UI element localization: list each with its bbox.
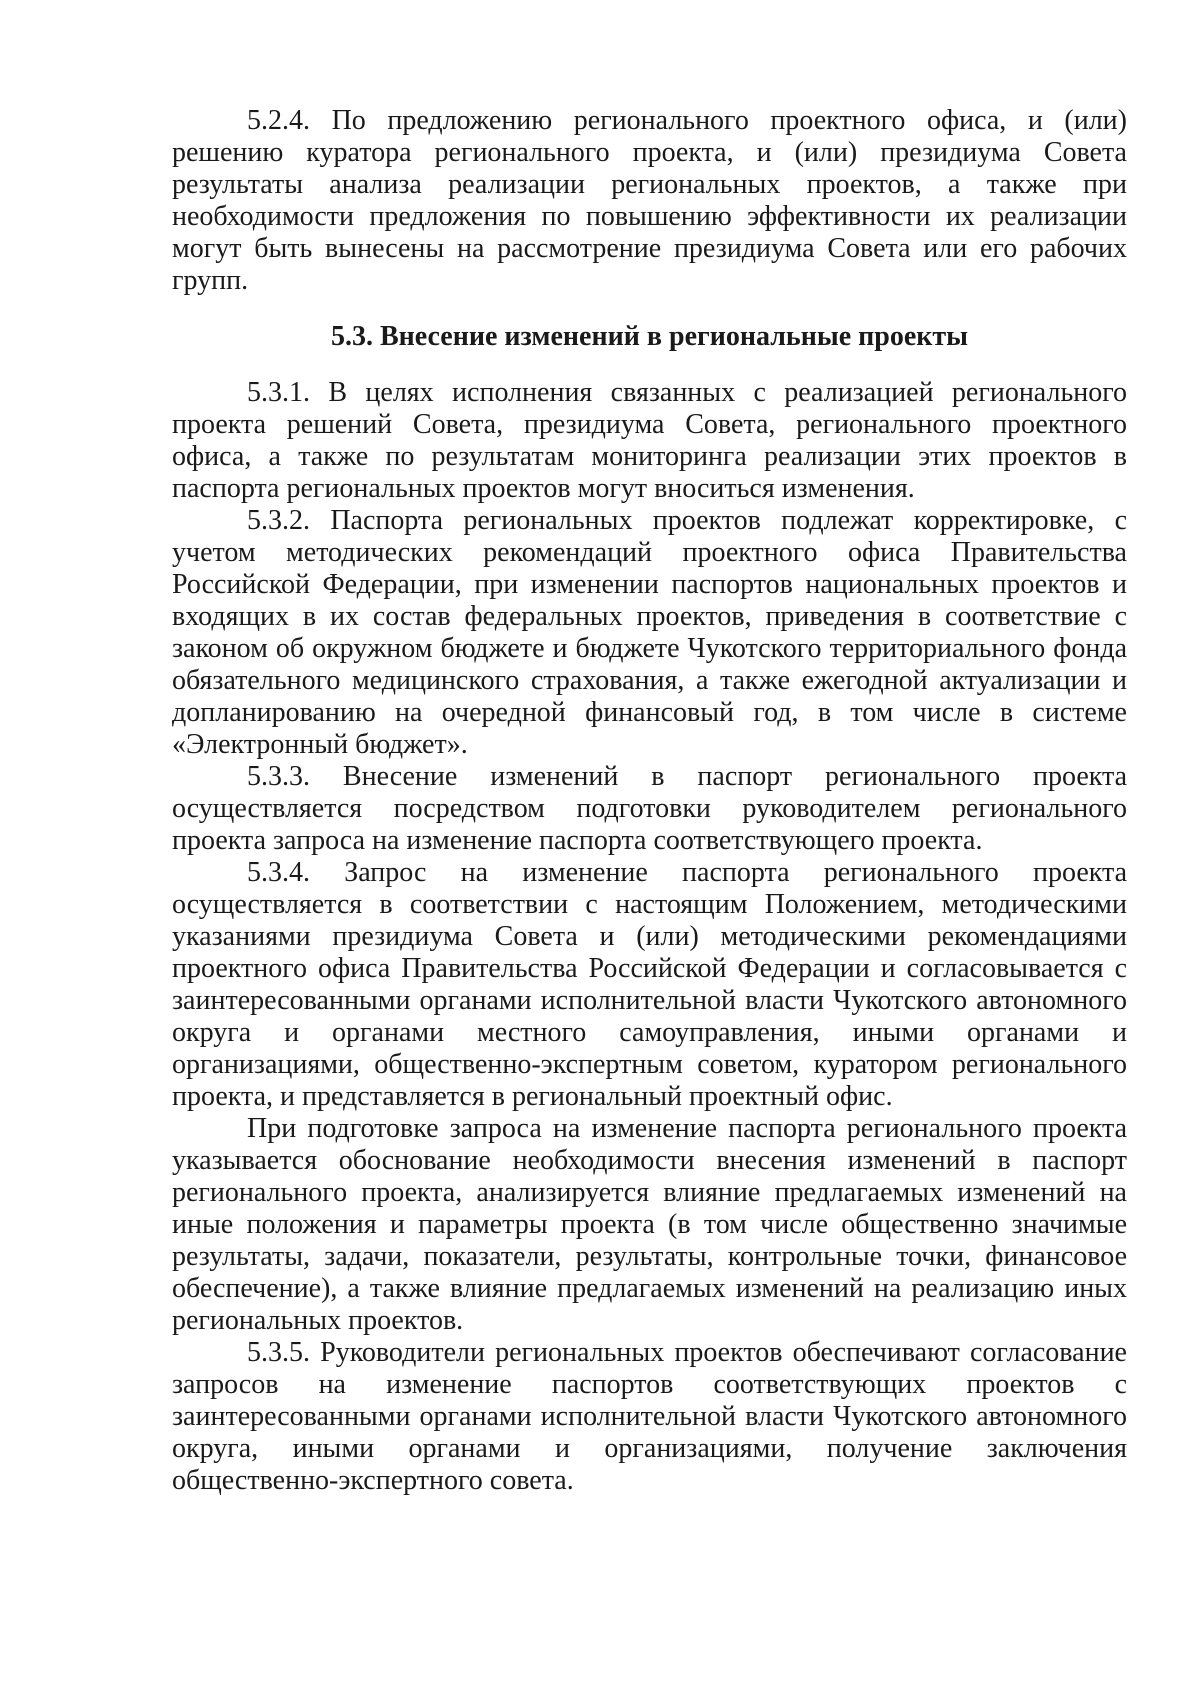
paragraph-5-3-1: 5.3.1. В целях исполнения связанных с реализацией регионального проекта решений Совета, президиума Совета, регионального проектного офиса, а также по результатам мониторинга реализации этих проектов в паспорта региональных проектов могут вноситься изменения. (172, 377, 1127, 504)
paragraph-5-3-4: 5.3.4. Запрос на изменение паспорта регионального проекта осуществляется в соответствии с настоящим Положением, методическими указаниями президиума Совета и (или) методическими рекомендациями проектного офиса Правительства Российской Федерации и согласовывается с заинтересованными органами исполнительной власти Чукотского автономного округа и органами местного самоуправления, иными органами и организациями, общественно-экспертным советом, куратором регионального проекта, и представляется в региональный проектный офис. (172, 857, 1127, 1112)
paragraph-5-2-4: 5.2.4. По предложению регионального проектного офиса, и (или) решению куратора регионального проекта, и (или) президиума Совета результаты анализа реализации региональных проектов, а также при необходимости предложения по повышению эффективности их реализации могут быть вынесены на рассмотрение президиума Совета или его рабочих групп. (172, 105, 1127, 296)
paragraph-5-3-2: 5.3.2. Паспорта региональных проектов подлежат корректировке, с учетом методических рекомендаций проектного офиса Правительства Российской Федерации, при изменении паспортов национальных проектов и входящих в их состав федеральных проектов, приведения в соответствие с законом об окружном бюджете и бюджете Чукотского территориального фонда обязательного медицинского страхования, а также ежегодной актуализации и допланированию на очередной финансовый год, в том числе в системе «Электронный бюджет». (172, 505, 1127, 760)
section-heading-5-3: 5.3. Внесение изменений в региональные проекты (330, 321, 969, 352)
paragraph-5-3-4-continued: При подготовке запроса на изменение паспорта регионального проекта указывается обоснование необходимости внесения изменений в паспорт регионального проекта, анализируется влияние предлагаемых изменений на иные положения и параметры проекта (в том числе общественно значимые результаты, задачи, показатели, результаты, контрольные точки, финансовое обеспечение), а также влияние предлагаемых изменений на реализацию иных региональных проектов. (172, 1113, 1127, 1336)
document-page (172, 105, 1127, 1497)
paragraph-5-3-3: 5.3.3. Внесение изменений в паспорт регионального проекта осуществляется посредством подготовки руководителем регионального проекта запроса на изменение паспорта соответствующего проекта. (172, 761, 1127, 856)
paragraph-5-3-5: 5.3.5. Руководители региональных проектов обеспечивают согласование запросов на изменение паспортов соответствующих проектов с заинтересованными органами исполнительной власти Чукотского автономного округа, иными органами и организациями, получение заключения общественно-экспертного совета. (172, 1337, 1127, 1496)
